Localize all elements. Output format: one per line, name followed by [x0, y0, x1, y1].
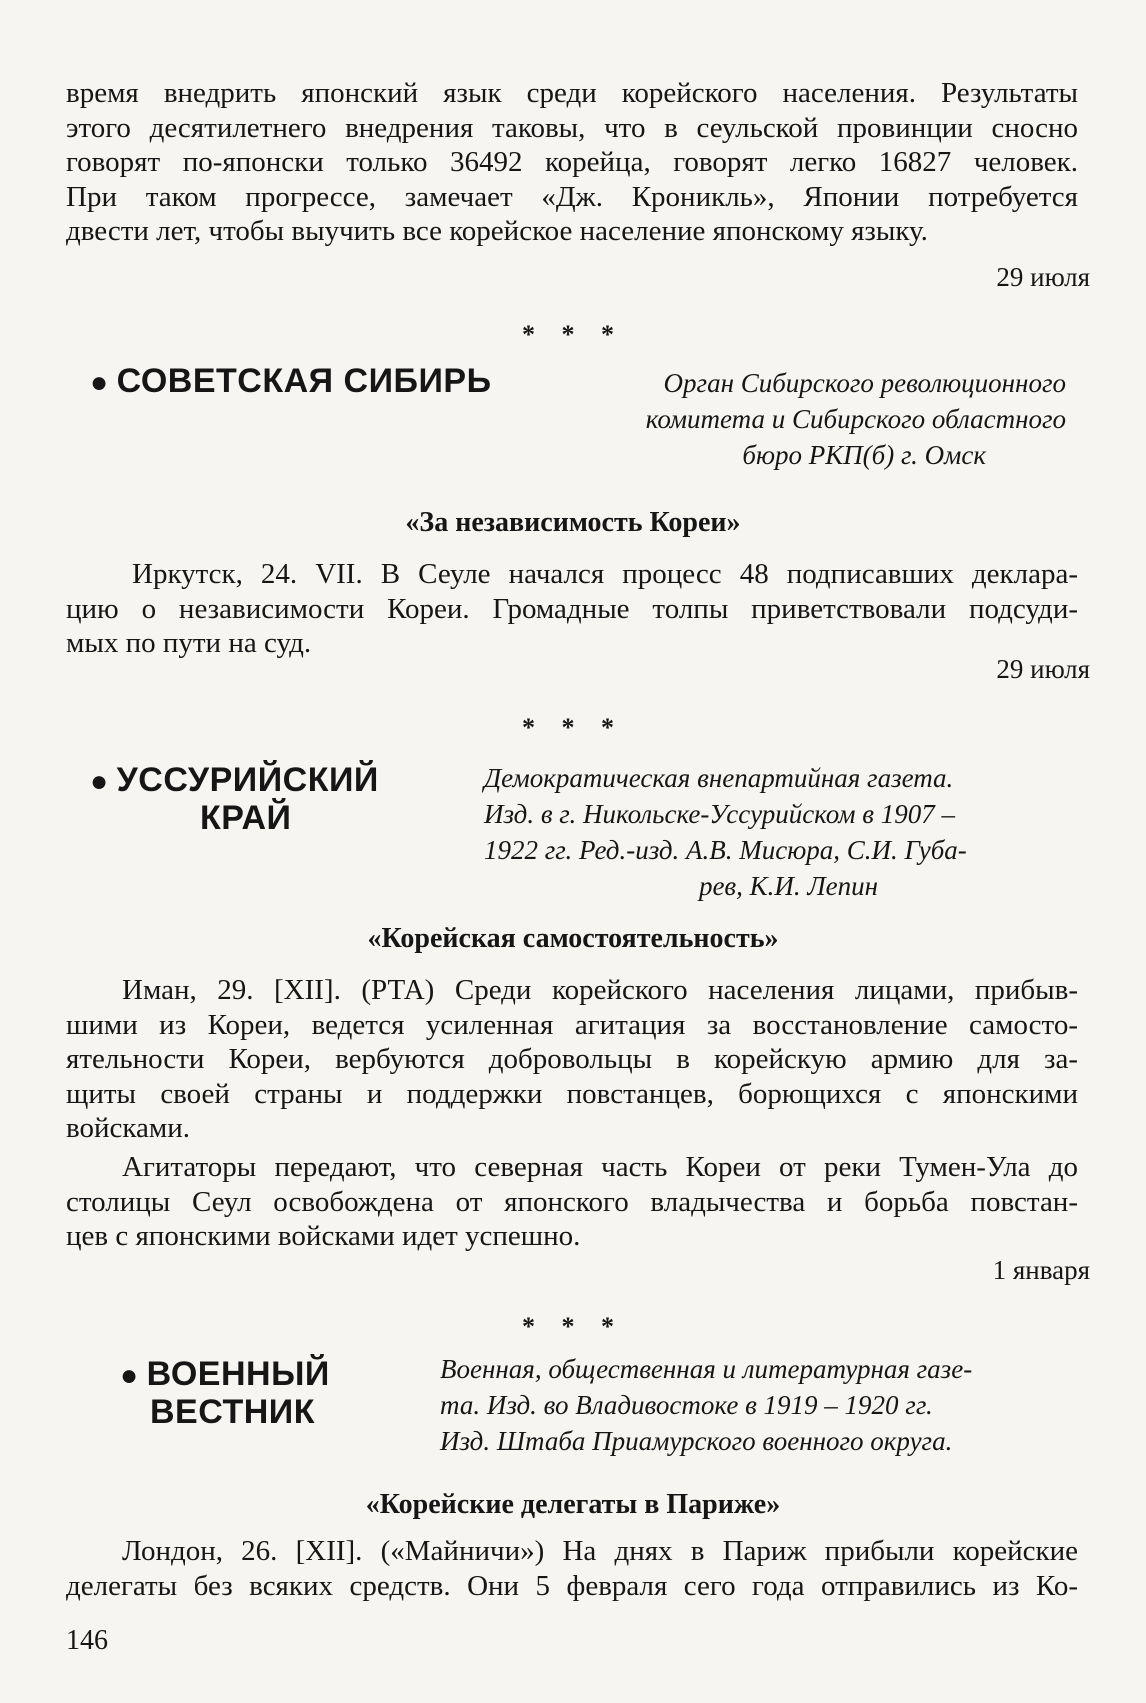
article-body [66, 1534, 1078, 1603]
description-line: Военная, общественная и литературная газе- [440, 1354, 973, 1384]
text-line: говорят по-японски только 36492 корейца, говорят легко 16827 человек. [66, 146, 1078, 178]
description-line: комитета и Сибирского областного [645, 404, 1066, 434]
description-line: бюро РКП(б) г. Омск [742, 440, 986, 470]
article-body [66, 1150, 1078, 1254]
top-paragraph [66, 76, 1078, 249]
article-date: 29 июля [996, 654, 1090, 684]
text-line: мых по пути на суд. [66, 627, 312, 659]
text-line: Иркутск, 24. VII. В Сеуле начался процесс 48 подписавших деклара- [132, 558, 1078, 590]
text-line: щиты своей страны и поддержки повстанцев, борющихся с японскими [66, 1077, 1078, 1110]
newspaper-title-text: СОВЕТСКАЯ СИБИРЬ [116, 362, 492, 400]
text-line: шими из Кореи, ведется усиленная агитация за восстановление самосто- [66, 1008, 1078, 1041]
newspaper-title [90, 363, 492, 401]
text-line: столицы Сеул освобождена от японского владычества и борьба повстан- [66, 1185, 1078, 1218]
bullet-icon: ● [90, 765, 109, 798]
article-headline: «Корейские делегаты в Париже» [365, 1489, 781, 1520]
section-separator: * * * [522, 713, 624, 742]
description-line: Изд. Штаба Приамурского военного округа. [440, 1426, 953, 1456]
article-body [66, 973, 1078, 1146]
description-line: 1922 гг. Ред.-изд. А.В. Мисюра, С.И. Губа- [484, 835, 967, 865]
newspaper-title-text: ВЕСТНИК [150, 1393, 315, 1431]
newspaper-description [646, 365, 1066, 473]
bullet-icon: ● [90, 366, 109, 399]
text-line: Лондон, 26. [XII]. («Майничи») На днях в Париж прибыли корейские [122, 1535, 1078, 1567]
text-line: Иман, 29. [XII]. (РТА) Среди корейского населения лицами, прибыв- [122, 974, 1078, 1006]
description-line: Изд. в г. Никольске-Уссурийском в 1907 – [484, 799, 955, 829]
section-separator: * * * [522, 320, 624, 349]
description-line: Орган Сибирского революционного [663, 368, 1066, 398]
article-body [66, 557, 1078, 661]
bullet-icon: ● [120, 1359, 139, 1392]
newspaper-description [440, 1351, 1080, 1459]
text-line: Агитаторы передают, что северная часть Кореи от реки Тумен-Ула до [122, 1151, 1078, 1183]
description-line: та. Изд. во Владивостоке в 1919 – 1920 гг. [440, 1390, 933, 1420]
article-headline: «За независимость Кореи» [405, 507, 741, 538]
description-line: рев, К.И. Лепин [698, 871, 878, 901]
section-separator: * * * [522, 1312, 624, 1341]
text-line: время внедрить японский язык среди корейского населения. Результаты [66, 77, 1078, 109]
page-number: 146 [66, 1625, 108, 1656]
newspaper-title-text: УССУРИЙСКИЙ [116, 761, 379, 799]
text-line: ятельности Кореи, вербуются добровольцы в корейскую армию для за- [66, 1043, 1078, 1075]
article-headline: «Корейская самостоятельность» [367, 923, 779, 954]
newspaper-title-text: КРАЙ [200, 799, 292, 837]
text-line: делегаты без всяких средств. Они 5 февраля сего года отправились из Ко- [66, 1569, 1078, 1602]
description-line: Демократическая внепартийная газета. [484, 763, 954, 793]
article-date: 29 июля [996, 262, 1090, 292]
newspaper-title [120, 1356, 330, 1431]
newspaper-title [90, 762, 379, 837]
text-line: этого десятилетнего внедрения таковы, что в сеульской провинции сносно [66, 111, 1078, 144]
newspaper-description [484, 760, 1068, 904]
article-date: 1 января [992, 1255, 1090, 1285]
text-line: войсками. [66, 1112, 191, 1144]
text-line: При таком прогрессе, замечает «Дж. Кроникль», Японии потребуется [66, 180, 1078, 213]
text-line: цев с японскими войсками идет успешно. [66, 1220, 581, 1252]
newspaper-title-text: ВОЕННЫЙ [146, 1355, 330, 1393]
text-line: цию о независимости Кореи. Громадные толпы приветствовали подсуди- [66, 592, 1078, 625]
text-line: двести лет, чтобы выучить все корейское население японскому языку. [66, 215, 928, 247]
